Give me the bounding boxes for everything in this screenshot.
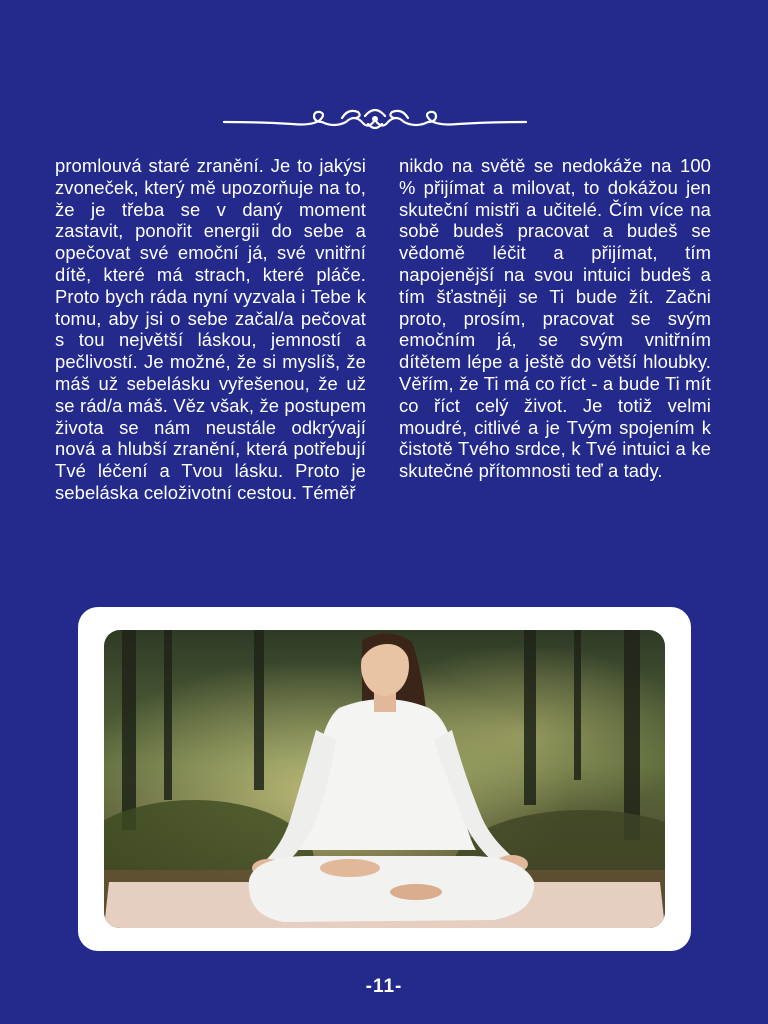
meditation-photo	[104, 630, 665, 928]
text-column-right	[399, 155, 711, 482]
body-text-left: promlouvá staré zranění. Je to jakýsi zvoneček, který mě upozorňuje na to, že je třeba se v daný moment zastavit, ponořit energii do sebe a opečovat své emoční já, své vnitřní dítě, které má strach, které pláče. Proto bych ráda nyní vyzvala i Tebe k tomu, aby jsi o sebe začal/a pečovat s tou největší láskou, jemností a pečlivostí. Je možné, že si myslíš, že máš už sebelásku vyřešenou, že už se rád/a máš. Věz však, že postupem života se nám neustále odkrývají nová a hlubší zranění, která potřebují Tvé léčení a Tvou lásku. Proto je sebeláska celoživotní cestou. Téměř	[55, 155, 366, 503]
body-text-right: nikdo na světě se nedokáže na 100 % přijímat a milovat, to dokážou jen skuteční mistři a učitelé. Čím více na sobě budeš pracovat a budeš se vědomě léčit a přijímat, tím napojenější na svou intuici budeš a tím šťastněji se Ti bude žít. Začni proto, prosím, pracovat se svým emočním já, se svým vnitřním dítětem lépe a ještě do větší hloubky. Věřím, že Ti má co říct - a bude Ti mít co říct celý život. Je totiž velmi moudré, citlivé a je Tvým spojením k čistotě Tvého srdce, k Tvé intuici a ke skutečné přítomnosti teď a tady.	[399, 155, 711, 482]
flourish-divider-icon	[222, 100, 528, 138]
text-column-left	[55, 155, 366, 504]
flourish-center-dot	[372, 116, 378, 122]
page-number: -11-	[365, 976, 403, 997]
